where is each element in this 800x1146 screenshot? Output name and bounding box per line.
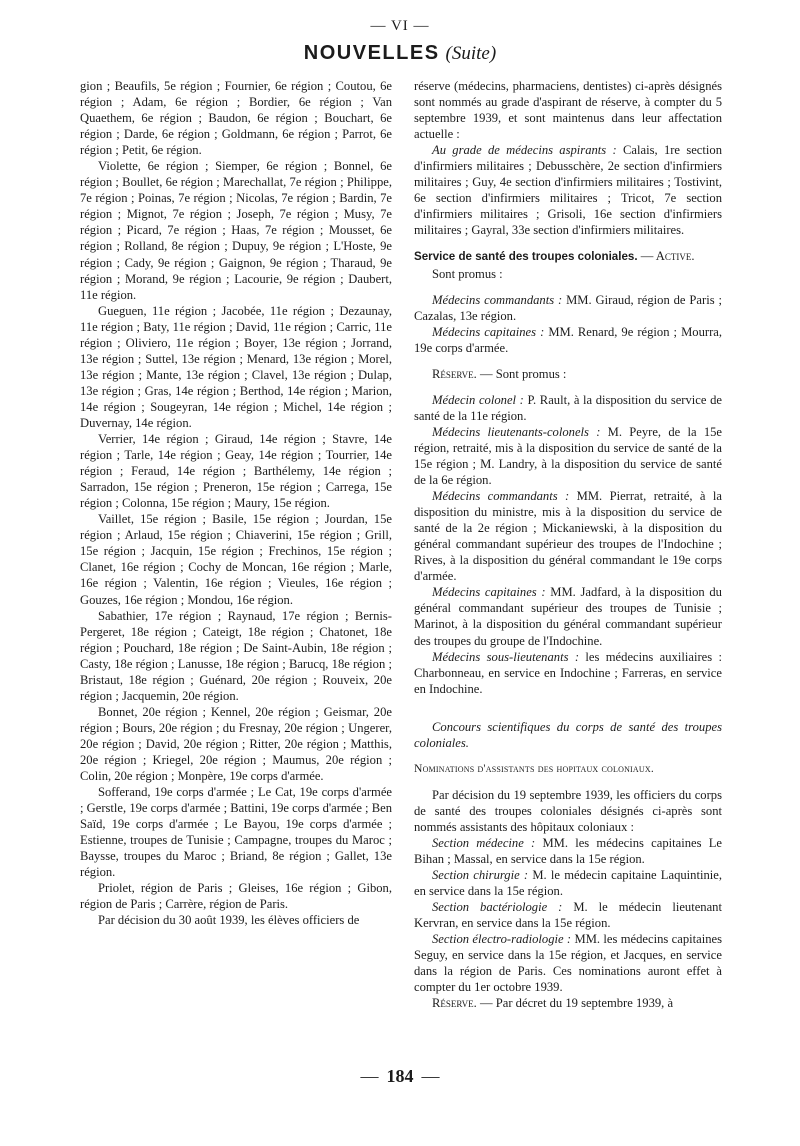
text: MM. les médecins capitaines Seguy, en service dans la 15e région, et Jacques, en service dans la région de Paris. Ces nominations auront effet à compter du 1er octobre 1939. (414, 932, 722, 995)
paragraph-bacteriologie (414, 899, 722, 931)
label: Médecins commandants : (432, 489, 570, 504)
text: MM. les médecins capitaines Le Bihan ; Massal, en service dans la 15e région. (414, 835, 723, 867)
label: Réserve. (432, 366, 477, 381)
title-suite: (Suite) (445, 43, 497, 64)
paragraph-colonel (414, 392, 722, 424)
page-title (0, 42, 800, 65)
nominations-heading: Nominations d'assistants des hopitaux coloniaux. (414, 761, 654, 775)
paragraph-reserve (414, 366, 722, 382)
paragraph: Sabathier, 17e région ; Raynaud, 17e région ; Bernis-Pergeret, 18e région ; Cateigt, 18e région ; Chatonet, 18e région ; Pouchard, 18e région ; De Saint-Aubin, 18e région ; Casty, 18e région ; Lanusse, 18e région ; Barucq, 18e région ; Bristaut, 18e région ; Guénard, 20e région ; Rouveix, 20e région ; Jacquemin, 20e région. (80, 608, 392, 703)
right-column (414, 78, 722, 1011)
paragraph-chirurgie (414, 867, 722, 899)
footer-dash-left: — (360, 1066, 379, 1086)
paragraph-reserve-2 (414, 995, 722, 1011)
paragraph: gion ; Beaufils, 5e région ; Fournier, 6e région ; Coutou, 6e région ; Adam, 6e région ; Bordier, 6e région ; Van Quaethem, 6e région ; Baudon, 6e région ; Bouchart, 6e région ; Darde, 6e région ; Goldmann, 6e région ; Parrot, 6e région ; Petit, 6e région. (80, 79, 392, 158)
section-heading (414, 248, 722, 265)
text: M. le médecin capitaine Laquintinie, en service dans la 15e région. (414, 868, 723, 899)
paragraph-lt-colonels (414, 424, 722, 488)
paragraph: Sofferand, 19e corps d'armée ; Le Cat, 19e corps d'armée ; Gerstle, 19e corps d'armée ; Battini, 19e corps d'armée ; Ben Saïd, 19e corps d'armée ; Le Bayou, 19e corps d'armée ; Estienne, troupes de Tunisie ; Campagne, troupes du Maroc ; Baysse, troupes du Maroc ; Briand, 8e région ; Gallet, 13e région. (80, 785, 392, 880)
text: MM. Pierrat, retraité, à la disposition du ministre, mis à la disposition du service de santé de la 2e région ; Mickaniewski, à la disposition du général commandant supérieur des troupes de l'Indochine ; Rives, à la disposition du général commandant le 19e corps d'armée. (414, 489, 722, 584)
label: Réserve. (432, 996, 477, 1011)
paragraph-medecine (414, 835, 722, 867)
paragraph-commandants-2 (414, 488, 722, 584)
text: MM. Jadfard, à la disposition du général commandant supérieur des troupes de Tunisie ; Marinot, à la disposition du général commandant supérieur des troupes du groupe de l'Indochine. (414, 585, 722, 648)
text: M. Peyre, de la 15e région, retraité, mis à la disposition du service de santé de la 15e région ; M. Landry, à la disposition du service de santé de la 6e région. (414, 424, 723, 488)
label: Section médecine : (432, 835, 536, 850)
text: les médecins auxiliaires : Charbonneau, en service en Indochine ; Farreras, en service en Indochine. (414, 649, 722, 696)
paragraph-sous-lieutenants (414, 649, 722, 697)
text: — Par décret du 19 septembre 1939, à (480, 996, 674, 1011)
page-number: 184 (386, 1066, 414, 1086)
paragraph: Par décision du 30 août 1939, les élèves officiers de (98, 913, 360, 928)
paragraph: Gueguen, 11e région ; Jacobée, 11e région ; Dezaunay, 11e région ; Baty, 11e région ; David, 11e région ; Carric, 11e région ; Oliviero, 11e région ; Boyer, 13e région ; Jorrand, 13e région ; Suttel, 13e région ; Menard, 13e région ; Morel, 13e région ; Mante, 13e région ; Clavel, 13e région ; Dulap, 13e région ; Gras, 14e région ; Berthod, 14e région ; Marion, 14e région ; Sougeyran, 14e région ; Michel, 14e région ; Duvernay, 14e région. (80, 303, 392, 430)
paragraph: réserve (médecins, pharmaciens, dentistes) ci-après désignés sont nommés au grade d'aspirant de réserve, à compter du 5 septembre 1939, et sont maintenus dans leur affectation actuelle : (414, 79, 722, 142)
text: MM. Renard, 9e région ; Mourra, 19e corps d'armée. (414, 324, 722, 355)
left-column (80, 78, 392, 928)
paragraph-commandants (414, 292, 722, 324)
page-footer (0, 1066, 800, 1087)
text: M. le médecin lieutenant Kervran, en service dans la 15e région. (414, 900, 722, 931)
label: Médecin colonel : (432, 392, 524, 407)
paragraph: Violette, 6e région ; Siemper, 6e région ; Bonnel, 6e région ; Boullet, 6e région ; Marechallat, 7e région ; Philippe, 7e région ; Poinas, 7e région ; Nicolas, 7e région ; Bardin, 7e région ; Mignot, 7e région ; Joseph, 7e région ; Musy, 7e région ; Picard, 7e région ; Haas, 7e région ; Mousset, 6e région ; Rolland, 8e région ; Dupuy, 9e région ; L'Hoste, 9e région ; Cady, 9e région ; Gaignon, 9e région ; Tharaud, 9e région ; Morand, 9e région ; Lacourie, 9e région ; Daubert, 11e région. (80, 159, 392, 302)
paragraph: Vaillet, 15e région ; Basile, 15e région ; Jourdan, 15e région ; Arlaud, 15e région ; Chiaverini, 15e région ; Grill, 15e région ; Jacquin, 15e région ; Frechinos, 15e région ; Clanet, 16e région ; Cochy de Moncan, 16e région ; Marle, 16e région ; Valentin, 16e région ; Vieules, 16e région ; Gouzes, 16e région ; Mondou, 16e région. (80, 512, 392, 607)
text: — Sont promus : (480, 366, 567, 381)
paragraph-aspirants (414, 142, 722, 238)
concours-heading: Concours scientifiques du corps de santé des troupes coloniales. (414, 719, 722, 750)
label: Médecins lieutenants-colonels : (432, 424, 601, 439)
text: P. Rault, à la disposition du service de santé de la 11e région. (414, 392, 722, 423)
paragraph: Par décision du 19 septembre 1939, les officiers du corps de santé des troupes coloniales désignés ci-après sont nommés assistants des hôpitaux coloniaux : (414, 787, 722, 834)
paragraph-electro-radiologie (414, 931, 722, 995)
title-text: NOUVELLES (303, 42, 440, 64)
label: Section électro-radiologie : (432, 932, 572, 947)
service-title: Service de santé des troupes coloniales. (414, 250, 638, 264)
label: Médecins capitaines : (432, 324, 545, 339)
label: Section bactériologie : (432, 900, 563, 915)
label: Médecins commandants : (432, 292, 563, 307)
label: Au grade de médecins aspirants : (432, 143, 617, 158)
paragraph-capitaines-2 (414, 584, 722, 648)
paragraph: Bonnet, 20e région ; Kennel, 20e région ; Geismar, 20e région ; Bours, 20e région ; du Fresnay, 20e région ; Ungerer, 20e région ; David, 20e région ; Ritter, 20e région ; Matthis, 20e région ; Kriegel, 20e région ; Maumus, 20e région ; Colin, 20e région ; Monpère, 19e corps d'armée. (80, 704, 392, 784)
paragraph: Sont promus : (432, 266, 503, 281)
page-roman-numeral: — VI — (370, 18, 430, 34)
service-active: — Active. (640, 249, 695, 264)
label: Section chirurgie : (432, 868, 529, 883)
label: Médecins sous-lieutenants : (432, 649, 580, 664)
paragraph: Verrier, 14e région ; Giraud, 14e région ; Stavre, 14e région ; Tarle, 14e région ; Geay, 14e région ; Tourrier, 14e région ; Feraud, 14e région ; Barthélemy, 14e région ; Sarradon, 15e région ; Preneron, 15e région ; Carrega, 15e région ; Colonna, 15e région ; Maury, 15e région. (80, 432, 392, 511)
text: Calais, 1re section d'infirmiers militaires ; Debusschère, 2e section d'infirmiers militaires ; Guy, 4e section d'infirmiers militaires ; Tostivint, 6e section d'infirmiers militaires ; Tricot, 7e section d'infirmiers militaires ; Grisoli, 16e section d'infirmiers militaires ; Gayral, 33e section d'infirmiers militaires. (414, 143, 722, 238)
paragraph-capitaines (414, 324, 722, 356)
footer-dash-right: — (421, 1066, 440, 1086)
paragraph: Priolet, région de Paris ; Gleises, 16e région ; Gibon, région de Paris ; Carrère, région de Paris. (80, 881, 392, 912)
text: MM. Giraud, région de Paris ; Cazalas, 13e région. (414, 292, 722, 323)
label: Médecins capitaines : (432, 585, 546, 600)
